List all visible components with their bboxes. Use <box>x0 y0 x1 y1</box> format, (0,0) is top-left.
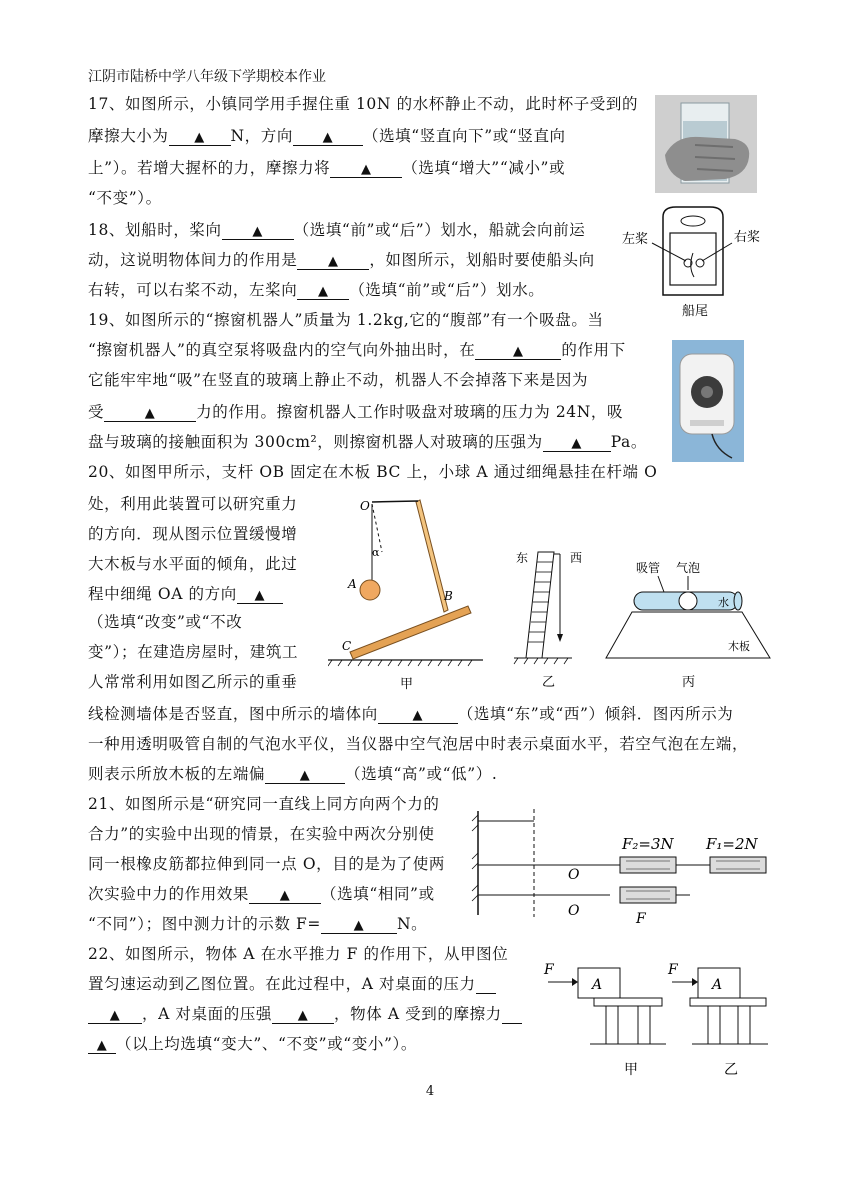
q22-line4: ▲ （以上均选填“变大”、“不变”或“变小”）。 <box>88 1034 417 1054</box>
q19-line2: “擦窗机器人”的真空泵将吸盘内的空气向外抽出时，在 ▲ 的作用下 <box>88 341 626 359</box>
q20-line1: 20、如图甲所示，支杆 OB 固定在木板 BC 上，小球 A 通过细绳悬挂在杆端 O <box>88 463 658 481</box>
q20-line7: 变”）；在建造房屋时，建筑工 <box>88 643 299 661</box>
jia-label-O: O <box>360 499 370 513</box>
q20-line9: 线检测墙体是否竖直，图中所示的墙体向 ▲ （选填“东”或“西”）倾斜．图丙所示为 <box>88 705 734 723</box>
q22-label-F-jia: F <box>544 962 554 978</box>
bing-label-water: 水 <box>718 596 729 609</box>
yi-caption: 乙 <box>542 675 556 690</box>
q21-label-F1: F₁=2N <box>706 835 758 853</box>
q21-blank1[interactable]: ▲ <box>249 885 321 904</box>
q17-blank3[interactable]: ▲ <box>330 159 402 178</box>
q20-figure-yi <box>512 548 592 690</box>
q21-line3: 同一根橡皮筋都拉伸到同一点 O，目的是为了使两 <box>88 855 445 873</box>
q21-line5: “不同”）；图中测力计的示数 F= ▲ N。 <box>88 915 428 933</box>
q20-blank2[interactable]: ▲ <box>378 705 458 724</box>
q22-line3: ▲ ，A 对桌面的压强 ▲ ，物体 A 受到的摩擦力 <box>88 1004 522 1024</box>
q17-figure-hand-glass <box>655 95 757 193</box>
q19-line1: 19、如图所示的“擦窗机器人”质量为 1.2kg,它的“腹部”有一个吸盘。当 <box>88 311 604 329</box>
jia-label-C: C <box>342 639 352 653</box>
boat-caption: 船尾 <box>682 304 709 319</box>
q21-blank2[interactable]: ▲ <box>321 915 397 934</box>
jia-caption: 甲 <box>400 677 414 692</box>
q21-line2: 合力”的实验中出现的情景，在实验中两次分别使 <box>88 825 435 843</box>
jia-label-B: B <box>444 589 453 603</box>
boat-right-oar-label: 右桨 <box>734 230 761 245</box>
q17-blank2[interactable]: ▲ <box>293 127 363 146</box>
q20-figure-jia <box>328 492 488 692</box>
q20-blank3[interactable]: ▲ <box>265 765 345 784</box>
q20-line5: 程中细绳 OA 的方向 ▲ <box>88 584 283 604</box>
q21-figure-spring-scales <box>470 805 775 930</box>
q17-line2: 摩擦大小为 ▲ N，方向 ▲ （选填“竖直向下”或“竖直向 <box>88 127 566 145</box>
q19-blank2[interactable]: ▲ <box>104 403 196 422</box>
q18-figure-boat <box>618 205 768 320</box>
q18-blank2[interactable]: ▲ <box>297 251 369 270</box>
q21-label-O-bottom: O <box>568 903 580 919</box>
q19-blank1[interactable]: ▲ <box>475 341 561 360</box>
q20-line4: 大木板与水平面的倾角，此过 <box>88 555 298 573</box>
q18-line3: 右转，可以右桨不动，左桨向 ▲ （选填“前”或“后”）划水。 <box>88 281 545 299</box>
page-header: 江阴市陆桥中学八年级下学期校本作业 <box>88 69 326 85</box>
q18-line2: 动，这说明物体间力的作用是 ▲ ，如图所示，划船时要使船头向 <box>88 251 595 269</box>
q17-blank1[interactable]: ▲ <box>169 127 231 146</box>
q18-line1: 18、划船时，桨向 ▲ （选填“前”或“后”）划水，船就会向前运 <box>88 221 586 239</box>
q22-blank3[interactable]: ▲ <box>88 1035 116 1054</box>
page-number: 4 <box>425 1084 435 1099</box>
q22-blank1-start[interactable] <box>476 975 496 994</box>
yi-label-east: 东 <box>516 551 529 565</box>
q17-line1: 17、如图所示，小镇同学用手握住重 10N 的水杯静止不动，此时杯子受到的 <box>88 95 639 113</box>
q20-line6: （选填“改变”或“不改 <box>88 613 243 631</box>
q20-line11: 则表示所放木板的左端偏 ▲ （选填“高”或“低”）. <box>88 765 498 783</box>
q19-blank3[interactable]: ▲ <box>543 433 611 452</box>
jia-label-alpha: α <box>372 546 380 559</box>
q22-blank3-start[interactable] <box>502 1005 522 1024</box>
q22-label-A-jia: A <box>592 977 603 993</box>
q19-line5: 盘与玻璃的接触面积为 300cm²，则擦窗机器人对玻璃的压强为 ▲ Pa。 <box>88 433 647 451</box>
q20-line2: 处，利用此装置可以研究重力 <box>88 495 298 513</box>
q20-figure-bing <box>602 554 772 690</box>
q19-figure-robot <box>672 340 744 462</box>
boat-left-oar-label: 左桨 <box>622 232 649 247</box>
q22-caption-yi: 乙 <box>724 1062 738 1078</box>
q22-label-F-yi: F <box>668 962 678 978</box>
q18-blank1[interactable]: ▲ <box>222 221 294 240</box>
q21-line1: 21、如图所示是“研究同一直线上同方向两个力的 <box>88 795 440 813</box>
q22-caption-jia: 甲 <box>624 1062 638 1078</box>
q21-label-O-top: O <box>568 867 580 883</box>
bing-label-bubble: 气泡 <box>676 561 701 575</box>
q20-line10: 一种用透明吸管自制的气泡水平仪，当仪器中空气泡居中时表示桌面水平，若空气泡在左端， <box>88 735 749 753</box>
q22-figure-tables <box>540 958 780 1080</box>
q20-line3: 的方向．现从图示位置缓慢增 <box>88 525 298 543</box>
q22-blank2[interactable]: ▲ <box>272 1005 334 1024</box>
q22-line1: 22、如图所示，物体 A 在水平推力 F 的作用下，从甲图位 <box>88 945 509 963</box>
q21-label-F2: F₂=3N <box>622 835 674 853</box>
q20-blank1[interactable]: ▲ <box>237 585 283 604</box>
yi-label-west: 西 <box>570 551 583 565</box>
bing-label-board: 木板 <box>728 640 750 653</box>
q19-line4: 受 ▲ 力的作用。擦窗机器人工作时吸盘对玻璃的压力为 24N，吸 <box>88 403 624 421</box>
q17-line3: 上”）。若增大握杯的力，摩擦力将 ▲ （选填“增大”“减小”或 <box>88 159 566 177</box>
q21-line4: 次实验中力的作用效果 ▲ （选填“相同”或 <box>88 885 435 903</box>
jia-label-A: A <box>348 577 357 591</box>
q22-label-A-yi: A <box>712 977 723 993</box>
q17-line4: “不变”）。 <box>88 189 162 207</box>
q22-line2: 置匀速运动到乙图位置。在此过程中，A 对桌面的压力 <box>88 974 496 994</box>
q21-label-F: F <box>636 911 646 927</box>
bing-caption: 丙 <box>682 675 696 690</box>
q19-line3: 它能牢牢地“吸”在竖直的玻璃上静止不动，机器人不会掉落下来是因为 <box>88 371 589 389</box>
bing-label-straw: 吸管 <box>636 561 661 575</box>
q18-blank3[interactable]: ▲ <box>297 281 349 300</box>
q20-line8: 人常常利用如图乙所示的重垂 <box>88 673 298 691</box>
q22-blank1[interactable]: ▲ <box>88 1005 142 1024</box>
